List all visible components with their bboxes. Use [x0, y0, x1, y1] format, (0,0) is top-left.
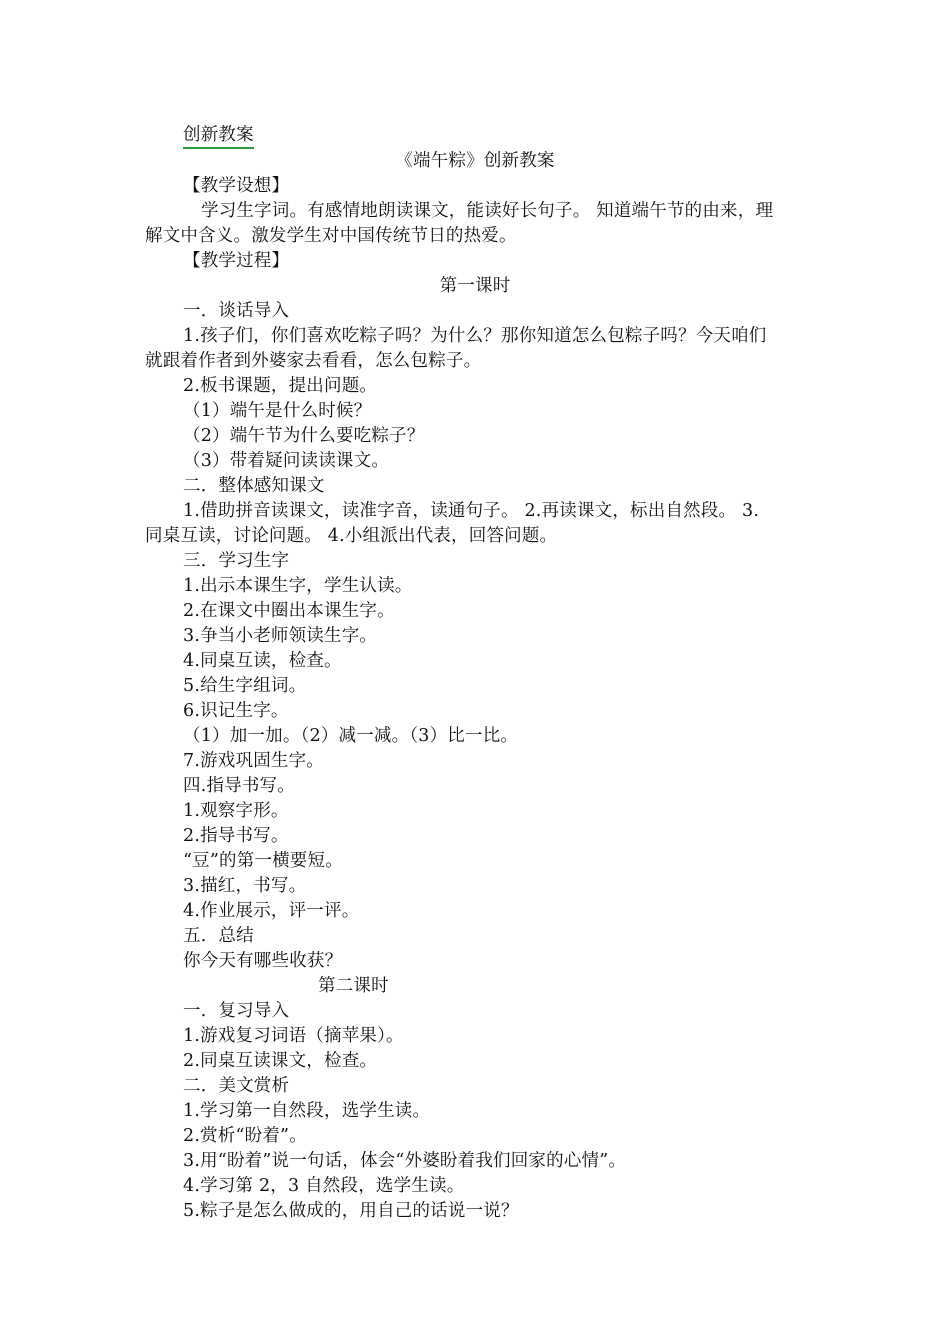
- sub-item: （3）带着疑问读读课文。: [183, 451, 390, 471]
- list-item: 3.争当小老师领读生字。: [183, 626, 378, 646]
- sub-item: （1）端午是什么时候？: [183, 401, 372, 421]
- part-title: 五．总结: [183, 926, 254, 946]
- section-process-heading: 【教学过程】: [183, 251, 290, 271]
- list-item: 1.观察字形。: [183, 801, 289, 821]
- list-item: 1.出示本课生字，学生认读。: [183, 576, 413, 596]
- list-item: 2.同桌互读课文，检查。: [183, 1051, 378, 1071]
- list-item: 5.给生字组词。: [183, 676, 307, 696]
- body-line: 1.孩子们，你们喜欢吃粽子吗？为什么？那你知道怎么包粽子吗？今天咱们: [183, 326, 767, 346]
- design-text-line: 解文中含义。激发学生对中国传统节日的热爱。: [145, 226, 517, 246]
- list-item: 3.用“盼着”说一句话，体会“外婆盼着我们回家的心情”。: [183, 1151, 627, 1171]
- section-design-heading: 【教学设想】: [183, 176, 290, 196]
- header-tag: 创新教案: [183, 124, 254, 149]
- body-line: 2.板书课题，提出问题。: [183, 376, 378, 396]
- list-item: 7.游戏巩固生字。: [183, 751, 324, 771]
- body-line: 1.借助拼音读课文，读准字音，读通句子。 2.再读课文，标出自然段。 3.: [183, 501, 760, 521]
- lesson2-heading: 第二课时: [318, 976, 389, 996]
- design-text-line: 学习生字词。有感情地朗读课文，能读好长句子。 知道端午节的由来，理: [201, 201, 774, 221]
- lesson1-heading: 第一课时: [439, 276, 511, 296]
- list-item: “豆”的第一横要短。: [183, 851, 343, 871]
- list-item: 4.学习第 2，3 自然段，选学生读。: [183, 1176, 465, 1196]
- body-line: 你今天有哪些收获？: [183, 951, 343, 971]
- body-line: 就跟着作者到外婆家去看看，怎么包粽子。: [145, 351, 482, 371]
- list-item: 1.学习第一自然段，选学生读。: [183, 1101, 431, 1121]
- part-title: 四.指导书写。: [183, 776, 295, 796]
- part-title: 一．谈话导入: [183, 301, 290, 321]
- list-item: 6.识记生字。: [183, 701, 289, 721]
- list-item: 4.同桌互读，检查。: [183, 651, 342, 671]
- sub-item: （2）端午节为什么要吃粽子？: [183, 426, 425, 446]
- list-item: 4.作业展示，评一评。: [183, 901, 360, 921]
- part-title: 三．学习生字: [183, 551, 290, 571]
- part-title: 一．复习导入: [183, 1001, 290, 1021]
- list-item: 1.游戏复习词语（摘苹果）。: [183, 1026, 404, 1046]
- document-title: 《端午粽》创新教案: [395, 151, 555, 171]
- list-item: 3.描红，书写。: [183, 876, 307, 896]
- list-item: 5.粽子是怎么做成的，用自己的话说一说？: [183, 1201, 519, 1221]
- list-item: 2.指导书写。: [183, 826, 289, 846]
- list-item: （1）加一加。（2）减一减。（3）比一比。: [183, 726, 519, 746]
- part-title: 二．美文赏析: [183, 1076, 290, 1096]
- body-line: 同桌互读，讨论问题。 4.小组派出代表，回答问题。: [145, 526, 558, 546]
- list-item: 2.赏析“盼着”。: [183, 1126, 307, 1146]
- part-title: 二．整体感知课文: [183, 476, 325, 496]
- list-item: 2.在课文中圈出本课生字。: [183, 601, 395, 621]
